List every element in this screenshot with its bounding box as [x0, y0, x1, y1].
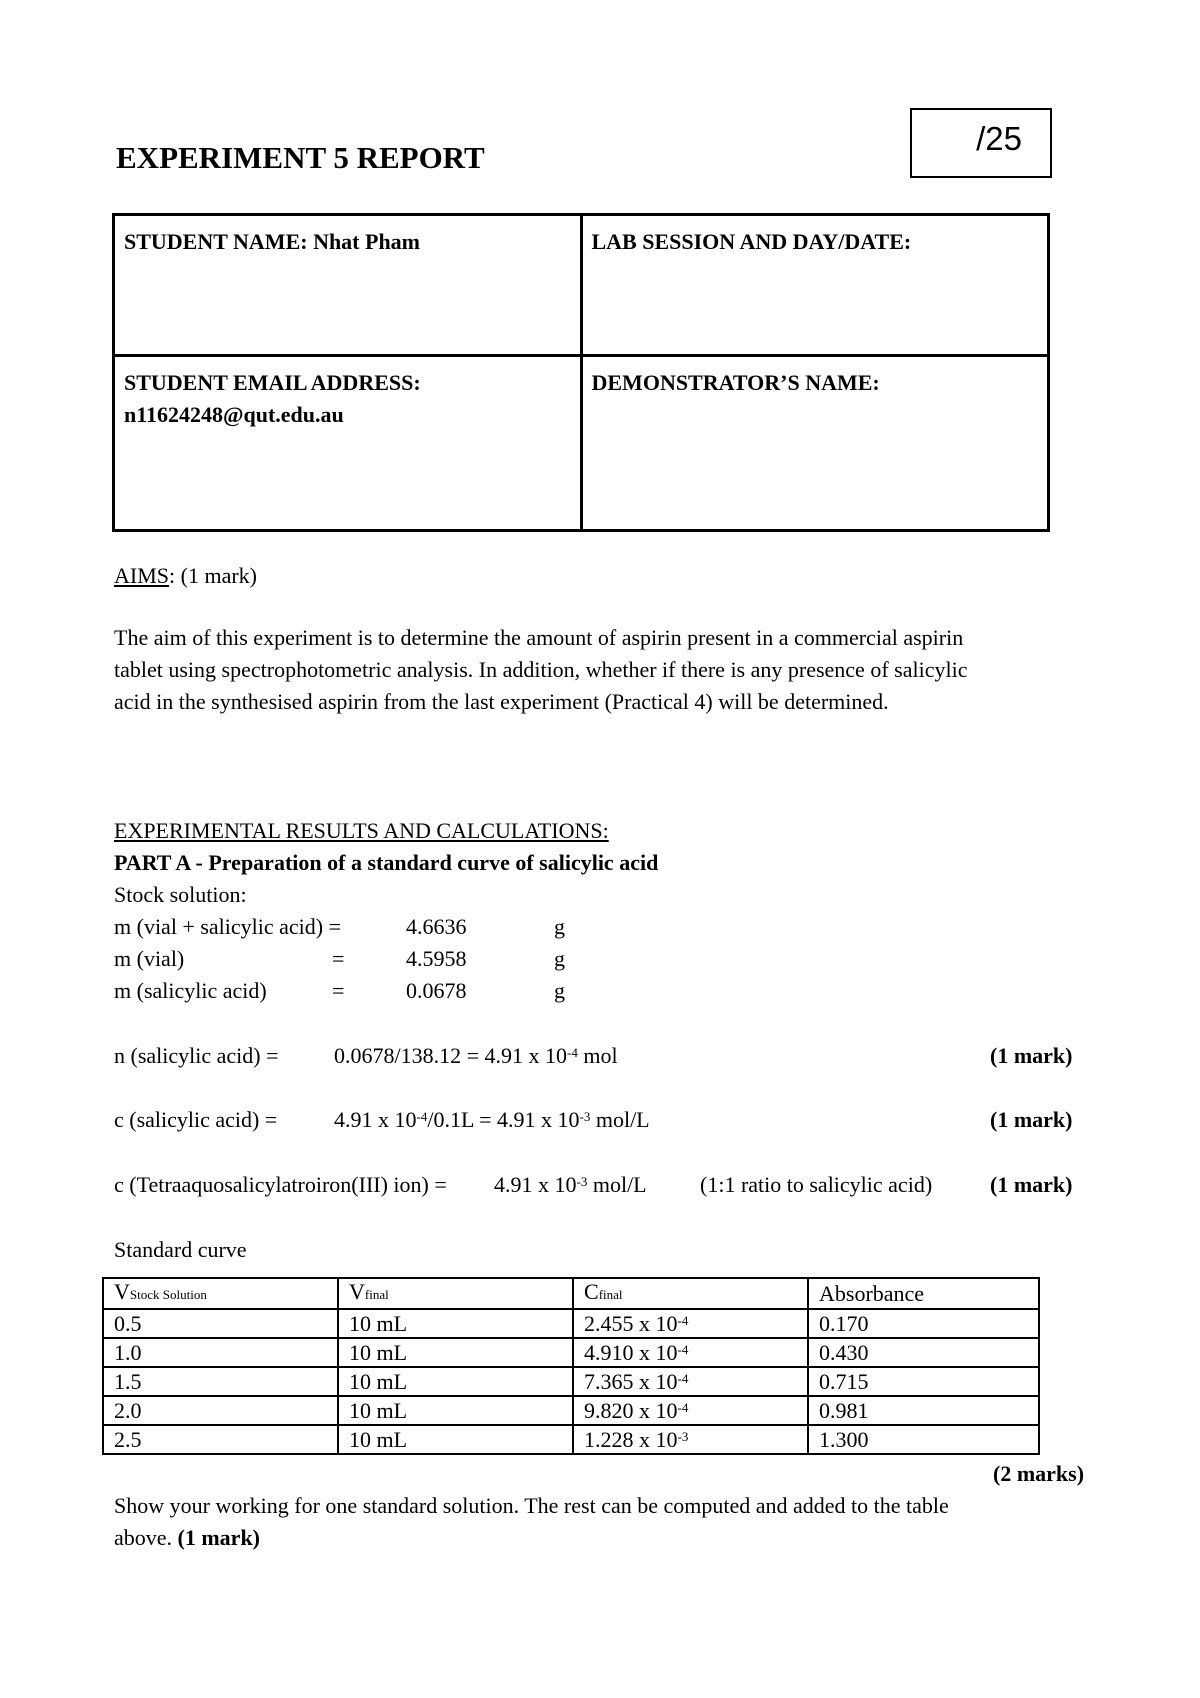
working-line: Show your working for one standard solution. The rest can be computed and added to the table [114, 1493, 949, 1518]
table-row [103, 1309, 1039, 1338]
c-final-value: 2.455 x 10 [584, 1310, 678, 1336]
c-final-exp: -4 [677, 1370, 689, 1386]
student-info-table [112, 213, 1050, 532]
cell-v-stock: 1.0 [103, 1338, 338, 1367]
c-unit: mol/L [590, 1107, 650, 1132]
mass-equals: = [332, 978, 345, 1003]
demonstrator-label: DEMONSTRATOR’S NAME: [591, 370, 880, 395]
c-mark: (1 mark) [990, 1107, 1073, 1132]
c-final-value: 7.365 x 10 [584, 1368, 678, 1394]
header-absorbance: Absorbance [808, 1278, 1039, 1309]
aims-text-line: The aim of this experiment is to determine the amount of aspirin present in a commercial aspirin [114, 625, 964, 650]
demonstrator-cell[interactable] [581, 356, 1049, 531]
cell-absorbance: 0.715 [808, 1367, 1039, 1396]
mass-value: 0.0678 [406, 978, 467, 1003]
report-title: EXPERIMENT 5 REPORT [116, 140, 485, 175]
mass-label: m (vial + salicylic acid) = [114, 914, 342, 939]
header-v-stock-main: V [114, 1279, 130, 1304]
c-final-exp: -4 [677, 1341, 689, 1357]
working-instruction [114, 1490, 1074, 1554]
header-v-final [338, 1278, 573, 1309]
header-v-stock [103, 1278, 338, 1309]
cell-c-final [573, 1367, 808, 1396]
mass-value: 4.5958 [406, 946, 467, 971]
cell-absorbance: 0.430 [808, 1338, 1039, 1367]
ion-label: c (Tetraaquosalicylatroiron(III) ion) = [114, 1172, 447, 1197]
part-a-heading: PART A - Preparation of a standard curve of salicylic acid [114, 850, 659, 875]
working-marks: (1 mark) [177, 1525, 261, 1550]
mass-value: 4.6636 [406, 914, 467, 939]
c-exp-a: -4 [416, 1109, 428, 1124]
cell-c-final [573, 1396, 808, 1425]
email-cell[interactable] [114, 356, 582, 531]
c-final-value: 9.820 x 10 [584, 1397, 678, 1423]
n-exp: -4 [567, 1045, 578, 1060]
table-row [103, 1396, 1039, 1425]
mass-equals: = [332, 946, 345, 971]
working-text: above. [114, 1525, 173, 1550]
standard-curve-table [102, 1277, 1040, 1455]
cell-v-final: 10 mL [338, 1396, 573, 1425]
ion-value: 4.91 x 10 [494, 1172, 577, 1197]
mass-unit: g [554, 946, 565, 971]
header-c-final [573, 1278, 808, 1309]
n-mark: (1 mark) [990, 1043, 1073, 1068]
c-expr-b: /0.1L = 4.91 x 10 [427, 1107, 580, 1132]
c-final-value: 4.910 x 10 [584, 1339, 678, 1365]
score-total: /25 [976, 120, 1022, 157]
results-heading: EXPERIMENTAL RESULTS AND CALCULATIONS: [114, 818, 609, 843]
cell-absorbance: 1.300 [808, 1425, 1039, 1454]
cell-c-final [573, 1309, 808, 1338]
student-name-cell[interactable] [114, 215, 582, 356]
table-row [103, 1338, 1039, 1367]
header-c-final-main: C [584, 1279, 599, 1304]
mass-label: m (salicylic acid) [114, 978, 267, 1003]
aims-text-line: acid in the synthesised aspirin from the last experiment (Practical 4) will be determined. [114, 689, 889, 714]
header-v-final-main: V [349, 1279, 365, 1304]
aims-marks: (1 mark) [180, 563, 257, 588]
aims-colon: : [169, 563, 176, 588]
c-final-exp: -4 [677, 1399, 689, 1415]
cell-absorbance: 0.170 [808, 1309, 1039, 1338]
c-expr-a: 4.91 x 10 [334, 1107, 417, 1132]
aims-heading-line [114, 560, 257, 592]
lab-session-cell[interactable] [581, 215, 1049, 356]
email-value: n11624248@qut.edu.au [124, 402, 344, 427]
table-row [103, 1425, 1039, 1454]
n-salicylic-expr [334, 1040, 618, 1072]
working-line-2 [114, 1522, 1074, 1554]
cell-v-final: 10 mL [338, 1338, 573, 1367]
cell-v-final: 10 mL [338, 1425, 573, 1454]
curve-marks: (2 marks) [993, 1461, 1085, 1486]
cell-c-final [573, 1338, 808, 1367]
lab-session-label: LAB SESSION AND DAY/DATE: [591, 229, 912, 254]
email-label: STUDENT EMAIL ADDRESS: [124, 370, 421, 395]
aims-text-line: tablet using spectrophotometric analysis. In addition, whether if there is any presence of salicylic [114, 657, 968, 682]
header-v-final-sub: final [364, 1287, 389, 1302]
n-salicylic-label: n (salicylic acid) = [114, 1043, 279, 1068]
ion-mark: (1 mark) [990, 1172, 1073, 1197]
header-v-stock-sub: Stock Solution [129, 1287, 207, 1302]
header-c-final-sub: final [598, 1287, 623, 1302]
ion-note: (1:1 ratio to salicylic acid) [700, 1172, 933, 1197]
stock-solution-label: Stock solution: [114, 882, 247, 907]
ion-exp: -3 [576, 1174, 588, 1189]
cell-v-final: 10 mL [338, 1367, 573, 1396]
cell-v-stock: 0.5 [103, 1309, 338, 1338]
cell-absorbance: 0.981 [808, 1396, 1039, 1425]
c-salicylic-label: c (salicylic acid) = [114, 1107, 278, 1132]
aims-text [114, 622, 1074, 718]
cell-v-stock: 2.5 [103, 1425, 338, 1454]
n-unit: mol [577, 1043, 618, 1068]
table-header-row [103, 1278, 1039, 1309]
cell-v-final: 10 mL [338, 1309, 573, 1338]
table-row [103, 1367, 1039, 1396]
score-box [910, 108, 1052, 178]
c-final-value: 1.228 x 10 [584, 1426, 678, 1452]
c-exp-b: -3 [579, 1109, 591, 1124]
c-final-exp: -3 [677, 1428, 689, 1444]
c-final-exp: -4 [677, 1312, 689, 1328]
c-salicylic-expr [334, 1104, 650, 1136]
cell-c-final [573, 1425, 808, 1454]
mass-unit: g [554, 978, 565, 1003]
ion-expr [494, 1169, 647, 1201]
aims-heading: AIMS [114, 563, 170, 588]
student-name-label: STUDENT NAME: Nhat Pham [124, 229, 421, 254]
n-expr: 0.0678/138.12 = 4.91 x 10 [334, 1043, 568, 1068]
mass-label: m (vial) [114, 946, 185, 971]
ion-unit: mol/L [587, 1172, 647, 1197]
cell-v-stock: 2.0 [103, 1396, 338, 1425]
standard-curve-title: Standard curve [114, 1237, 247, 1262]
cell-v-stock: 1.5 [103, 1367, 338, 1396]
mass-unit: g [554, 914, 565, 939]
